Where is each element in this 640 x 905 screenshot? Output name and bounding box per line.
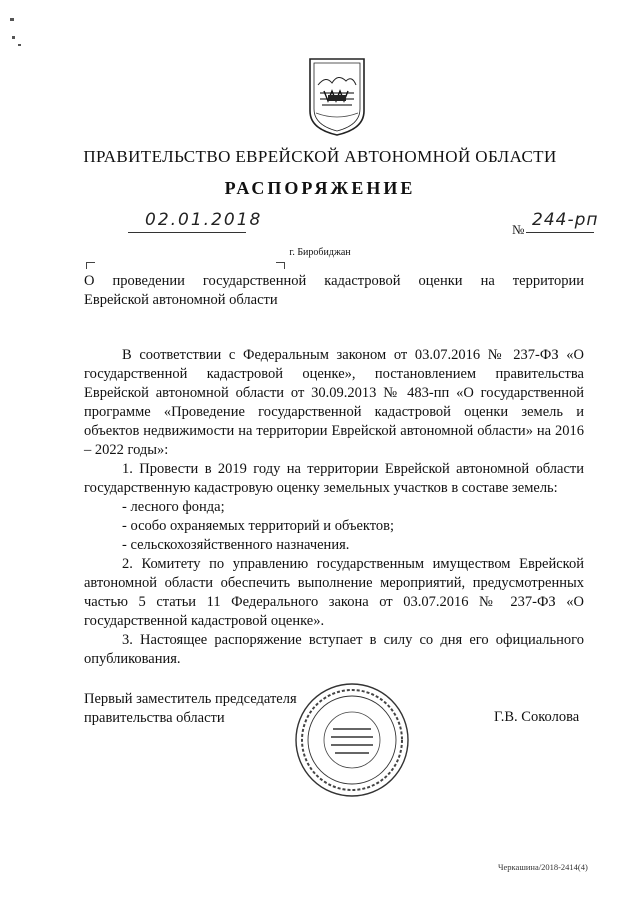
government-title: ПРАВИТЕЛЬСТВО ЕВРЕЙСКОЙ АВТОНОМНОЙ ОБЛАСТИ [83,147,557,166]
item-1-paragraph: 1. Провести в 2019 году на территории Еврейской автономной области государственную кадастровую оценку земельных участков в составе земель: [84,461,584,496]
date-underline [128,232,246,233]
scan-artifact [10,18,14,21]
signer-name: Г.В. Соколова [494,709,580,725]
number-underline [526,232,594,233]
document-type-title: РАСПОРЯЖЕНИЕ [224,178,416,198]
item-2-paragraph: 2. Комитету по управлению государственным имуществом Еврейской автономной области обеспечить выполнение мероприятий, предусмотренных частью 5 статьи 11 Федерального закона от 03.07.2016 № 237-ФЗ «О государственной кадастровой оценке». [84,556,584,629]
city-name: г. Биробиджан [289,247,351,258]
item-3-paragraph: 3. Настоящее распоряжение вступает в силу со дня его официального опубликования. [84,632,584,667]
region-emblem-icon [302,55,372,139]
intro-paragraph: В соответствии с Федеральным законом от 03.07.2016 № 237-ФЗ «О государственной кадастровой оценке», постановлением правительства Еврейской автономной области от 30.09.2013 № 483-пп «О государственной программе «Проведение государственной кадастровой оценки земель и объектов недвижимости на территории Еврейской автономной области» на 2016 – 2022 годы»: [84,347,584,458]
number-label: № [512,222,525,237]
scan-artifact [18,44,21,46]
list-item: - особо охраняемых территорий и объектов; [122,518,395,534]
signer-position-line-2: правительства области [84,710,225,726]
official-stamp-icon [293,681,411,799]
document-body [84,346,584,669]
subject-bracket-right [276,262,285,269]
signer-position-line-1: Первый заместитель председателя [84,691,297,707]
signer-position [84,690,297,728]
executor-footer: Черкашина/2018-2414(4) [498,862,588,872]
list-item: - сельскохозяйственного назначения. [122,537,350,553]
list-item: - лесного фонда; [122,499,225,515]
subject-line-1: О проведении государственной кадастровой оценки на территории [84,273,584,289]
subject-line-2: Еврейской автономной области [84,292,278,308]
document-subject [84,272,584,310]
subject-bracket-left [86,262,95,269]
document-number: 244-рп [532,210,599,230]
scan-artifact [12,36,15,39]
document-date: 02.01.2018 [145,210,263,230]
